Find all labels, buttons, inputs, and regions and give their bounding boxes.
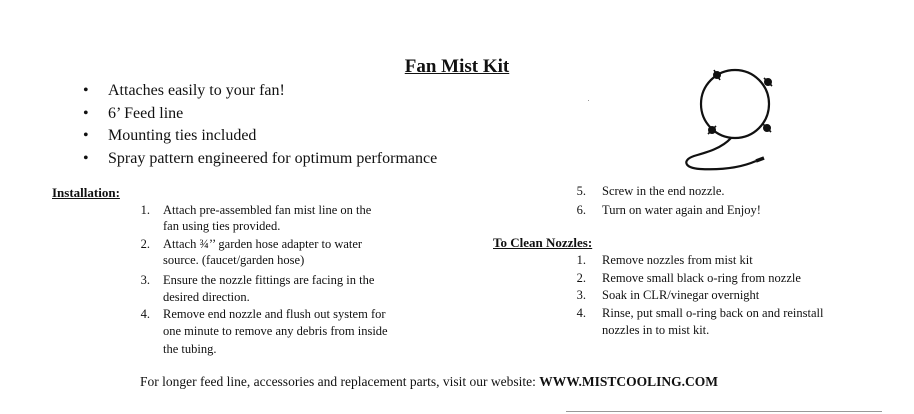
bullet-icon: • bbox=[83, 82, 89, 99]
installation-heading: Installation: bbox=[52, 185, 120, 200]
bullet-icon: • bbox=[83, 149, 89, 167]
feature-list bbox=[80, 80, 437, 170]
feature-item: • Attaches easily to your fan! bbox=[80, 80, 437, 103]
bullet-icon: • bbox=[83, 104, 89, 122]
fan-mist-ring-icon bbox=[670, 60, 800, 185]
feature-item: • Spray pattern engineered for optimum performance bbox=[80, 148, 437, 171]
footer-text: For longer feed line, accessories and replacement parts, visit our website: bbox=[140, 374, 540, 389]
feature-item: • Mounting ties included bbox=[80, 125, 437, 148]
bullet-icon: • bbox=[83, 127, 89, 144]
divider bbox=[566, 411, 882, 412]
website-link[interactable]: WWW.MISTCOOLING.COM bbox=[539, 374, 719, 389]
page-title: Fan Mist Kit bbox=[404, 56, 510, 77]
clean-nozzles-heading: To Clean Nozzles: bbox=[493, 235, 593, 250]
scan-speck bbox=[588, 100, 589, 101]
feature-item: • 6’ Feed line bbox=[80, 103, 437, 126]
footer-note bbox=[140, 374, 718, 390]
